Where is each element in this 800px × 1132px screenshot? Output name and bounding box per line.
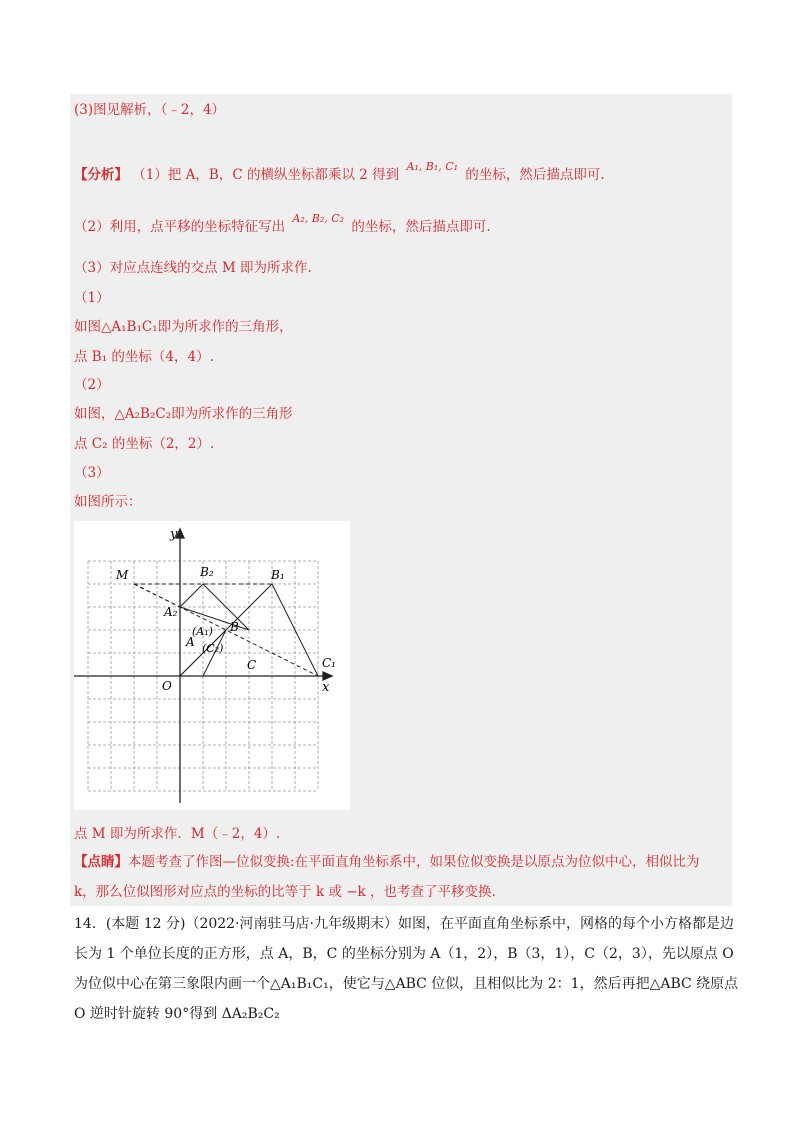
solution-3-text: 如图所示： <box>74 494 142 510</box>
point-B2-label: B₂ <box>200 565 214 579</box>
point-A-label: A <box>186 635 195 649</box>
question-14-line-3: 为位似中心在第三象限内画一个△A₁B₁C₁，使它与△ABC 位似，且相似比为 2：1，然后再把△ABC 绕原点 <box>74 976 739 992</box>
analysis-2-pre: （2）利用，点平移的坐标特征写出 <box>74 219 286 235</box>
comment-line-2: k，那么位似图形对应点的坐标的比等于 k 或 −k ，也考查了平移变换. <box>74 884 496 900</box>
solution-2-text: 如图，△A₂B₂C₂即为所求作的三角形 <box>74 406 293 422</box>
analysis-line-3: （3）对应点连线的交点 M 即为所求作. <box>74 260 312 276</box>
comment-text-1: 本题考查了作图—位似变换:在平面直角坐标系中，如果位似变换是以原点为位似中心，相似比为 <box>128 854 700 870</box>
analysis-2-post: 的坐标，然后描点即可. <box>351 219 491 235</box>
point-A1-label: (A₁) <box>192 625 213 638</box>
point-M-label: M <box>116 568 129 582</box>
point-B-label: B <box>230 620 239 634</box>
analysis-line-2 <box>74 211 491 237</box>
analysis-label: 【分析】 <box>74 167 128 183</box>
comment-label: 【点睛】 <box>74 854 128 870</box>
point-B1-label: B₁ <box>271 568 285 582</box>
solution-3-label: （3） <box>74 465 110 481</box>
conclusion: 点 M 即为所求作．M（﹣2，4）. <box>74 826 281 842</box>
origin-label: O <box>162 679 172 693</box>
part3-result: (3)图见解析，（﹣2，4） <box>74 102 226 118</box>
solution-1-text: 如图△A₁B₁C₁即为所求作的三角形， <box>74 319 293 335</box>
question-14-line-4: O 逆时针旋转 90°得到 ΔA₂B₂C₂ <box>74 1006 280 1022</box>
point-C1-label: C₁ <box>322 656 336 670</box>
analysis-line-1 <box>74 159 605 185</box>
point-C2-label: (C₂) <box>202 642 224 655</box>
y-axis-label: y <box>170 527 178 542</box>
solution-2-label: （2） <box>74 377 110 393</box>
analysis-1-post: 的坐标，然后描点即可. <box>465 167 605 183</box>
solution-2-coord: 点 C₂ 的坐标（2，2）. <box>74 436 215 452</box>
solution-1-coord: 点 B₁ 的坐标（4，4）. <box>74 349 214 365</box>
analysis-2-symbols: A₂, B₂, C₂ <box>292 211 345 225</box>
question-14-line-2: 长为 1 个单位长度的正方形，点 A，B，C 的坐标分别为 A（1，2），B（3，1），C（2，3），先以原点 O <box>74 946 734 962</box>
x-axis-label: x <box>322 680 330 695</box>
analysis-1-pre: （1）把 A，B，C 的横纵坐标都乘以 2 得到 <box>132 167 400 183</box>
point-A2-label: A₂ <box>164 605 178 619</box>
coordinate-figure <box>74 521 350 810</box>
solution-1-label: （1） <box>74 290 110 306</box>
question-14-line-1: 14．(本题 12 分)（2022·河南驻马店·九年级期末）如图，在平面直角坐标系中，网格的每个小方格都是边 <box>74 916 734 932</box>
analysis-1-symbols: A₁, B₁, C₁ <box>406 159 459 173</box>
comment-line-1 <box>74 853 700 871</box>
point-C-label: C <box>247 658 257 672</box>
